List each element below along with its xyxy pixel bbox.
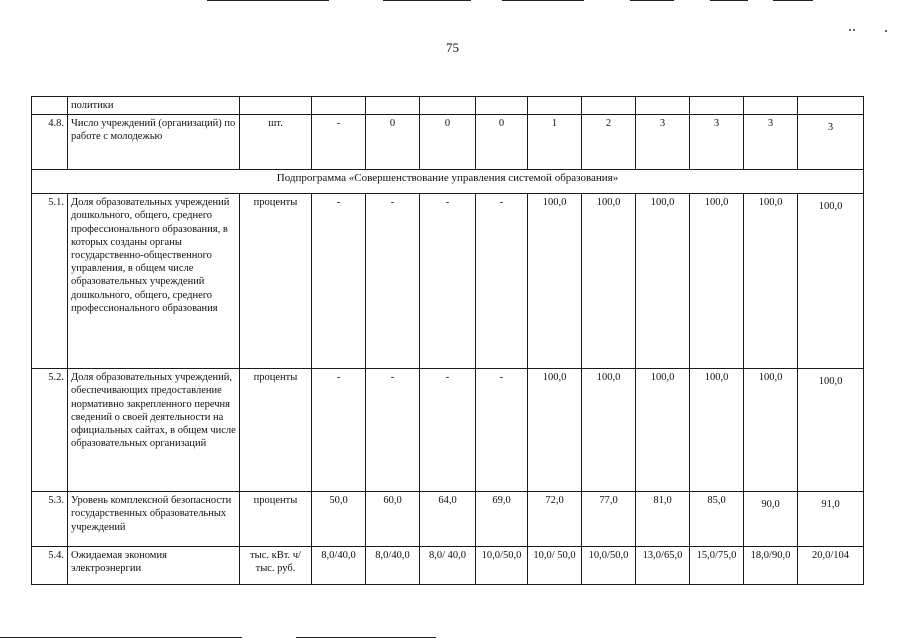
value-cell: 100,0 bbox=[636, 194, 690, 369]
indicator-name: Уровень комплексной безопасности государственных образовательных учреждений bbox=[68, 492, 240, 547]
indicator-name: Доля образовательных учреждений дошкольного, общего, среднего профессионального образования, в которых созданы органы государственно-общественного управления, в общем числе образовательных учреждений дошкольного, общего, среднего профессионального образования bbox=[68, 194, 240, 369]
value-cell: 64,0 bbox=[420, 492, 476, 547]
value-cell: 3 bbox=[798, 115, 864, 170]
value-cell: 8,0/40,0 bbox=[366, 547, 420, 585]
row-number: 5.1. bbox=[32, 194, 68, 369]
value-cell: 72,0 bbox=[528, 492, 582, 547]
table-row bbox=[32, 369, 864, 492]
value-cell: 100,0 bbox=[582, 194, 636, 369]
value-cell: 0 bbox=[476, 115, 528, 170]
value-cell: 1 bbox=[528, 115, 582, 170]
value-cell: - bbox=[366, 369, 420, 492]
value-cell: - bbox=[312, 369, 366, 492]
value-cell: 60,0 bbox=[366, 492, 420, 547]
value-cell: 2 bbox=[582, 115, 636, 170]
value-cell: 100,0 bbox=[636, 369, 690, 492]
table-cell bbox=[798, 97, 864, 115]
value-cell: 13,0/65,0 bbox=[636, 547, 690, 585]
value-cell: 69,0 bbox=[476, 492, 528, 547]
row-number: 5.3. bbox=[32, 492, 68, 547]
page-number: 75 bbox=[446, 40, 459, 55]
scan-artifact-line bbox=[0, 637, 242, 638]
value-cell: 10,0/50,0 bbox=[476, 547, 528, 585]
scan-artifact-line bbox=[207, 0, 329, 1]
indicators-table bbox=[31, 96, 864, 585]
value-cell: 81,0 bbox=[636, 492, 690, 547]
value-cell: 0 bbox=[420, 115, 476, 170]
row-number: 5.4. bbox=[32, 547, 68, 585]
table-cell bbox=[366, 97, 420, 115]
table-row bbox=[32, 492, 864, 547]
scan-artifact-dot bbox=[885, 30, 887, 32]
indicator-name: Доля образовательных учреждений, обеспечивающих предоставление нормативно закрепленного перечня сведений о своей деятельности на официальных сайтах, в общем числе образовательных организаций bbox=[68, 369, 240, 492]
value-cell: - bbox=[420, 369, 476, 492]
value-cell: - bbox=[312, 115, 366, 170]
value-cell: 100,0 bbox=[690, 194, 744, 369]
table-cell bbox=[240, 97, 312, 115]
scan-artifact-line bbox=[710, 0, 748, 1]
table-cell bbox=[476, 97, 528, 115]
indicator-name: Ожидаемая экономия электроэнергии bbox=[68, 547, 240, 585]
value-cell: 0 bbox=[366, 115, 420, 170]
value-cell: - bbox=[476, 194, 528, 369]
value-cell: - bbox=[420, 194, 476, 369]
value-cell: - bbox=[476, 369, 528, 492]
value-cell: 15,0/75,0 bbox=[690, 547, 744, 585]
value-cell: 100,0 bbox=[528, 194, 582, 369]
value-cell: - bbox=[312, 194, 366, 369]
value-cell: 10,0/50,0 bbox=[582, 547, 636, 585]
table-cell bbox=[312, 97, 366, 115]
scan-artifact-line bbox=[383, 0, 471, 1]
table-cell bbox=[420, 97, 476, 115]
unit-cell: проценты bbox=[240, 369, 312, 492]
row-number: 5.2. bbox=[32, 369, 68, 492]
value-cell: 3 bbox=[744, 115, 798, 170]
scan-artifact-line bbox=[773, 0, 813, 1]
scan-artifact-line bbox=[296, 637, 436, 638]
table-row-continuation bbox=[32, 97, 864, 115]
subprogram-row bbox=[32, 170, 864, 194]
table-cell bbox=[582, 97, 636, 115]
value-cell: 100,0 bbox=[798, 194, 864, 369]
unit-cell: шт. bbox=[240, 115, 312, 170]
scan-artifact-line bbox=[630, 0, 674, 1]
value-cell: 10,0/ 50,0 bbox=[528, 547, 582, 585]
table-cell bbox=[744, 97, 798, 115]
scan-artifact-dot bbox=[853, 29, 855, 31]
value-cell: 90,0 bbox=[744, 492, 798, 547]
value-cell: 85,0 bbox=[690, 492, 744, 547]
value-cell: 77,0 bbox=[582, 492, 636, 547]
row-number: 4.8. bbox=[32, 115, 68, 170]
table-row bbox=[32, 547, 864, 585]
indicator-name: политики bbox=[68, 97, 240, 115]
indicator-name: Число учреждений (организаций) по работе с молодежью bbox=[68, 115, 240, 170]
value-cell: 91,0 bbox=[798, 492, 864, 547]
value-cell: 50,0 bbox=[312, 492, 366, 547]
subprogram-title: Подпрограмма «Совершенствование управления системой образования» bbox=[32, 170, 864, 194]
table-cell bbox=[690, 97, 744, 115]
value-cell: 8,0/ 40,0 bbox=[420, 547, 476, 585]
value-cell: - bbox=[366, 194, 420, 369]
table-cell bbox=[32, 97, 68, 115]
value-cell: 18,0/90,0 bbox=[744, 547, 798, 585]
value-cell: 100,0 bbox=[582, 369, 636, 492]
table-cell bbox=[636, 97, 690, 115]
table-row bbox=[32, 194, 864, 369]
value-cell: 100,0 bbox=[528, 369, 582, 492]
value-cell: 20,0/104 bbox=[798, 547, 864, 585]
unit-cell: проценты bbox=[240, 492, 312, 547]
value-cell: 3 bbox=[636, 115, 690, 170]
scan-artifact-line bbox=[502, 0, 584, 1]
table-row bbox=[32, 115, 864, 170]
scan-artifact-dot bbox=[849, 29, 851, 31]
value-cell: 100,0 bbox=[744, 369, 798, 492]
unit-cell: проценты bbox=[240, 194, 312, 369]
value-cell: 100,0 bbox=[744, 194, 798, 369]
value-cell: 100,0 bbox=[690, 369, 744, 492]
value-cell: 100,0 bbox=[798, 369, 864, 492]
value-cell: 8,0/40,0 bbox=[312, 547, 366, 585]
value-cell: 3 bbox=[690, 115, 744, 170]
unit-cell: тыс. кВт. ч/тыс. руб. bbox=[240, 547, 312, 585]
table-cell bbox=[528, 97, 582, 115]
